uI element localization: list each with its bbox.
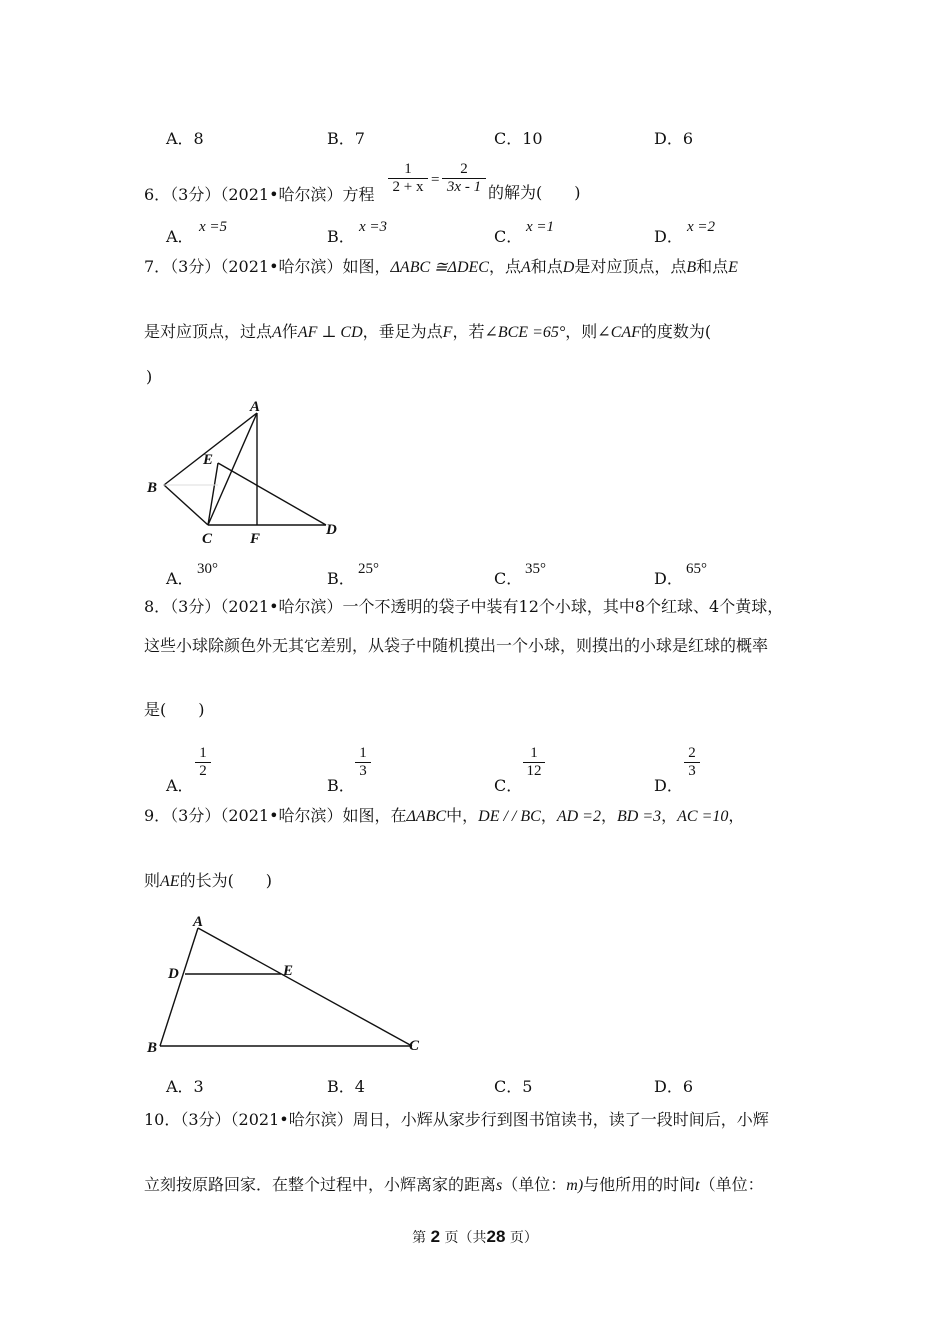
footer-text: 页（共 [444,1230,487,1246]
q9-parallel: DE / / BC [478,808,541,825]
q9-text: ， [661,806,678,825]
label-d: D [326,522,337,538]
q8-stem-line3: 是( ) [144,700,205,719]
q5-option-a: A．8 [166,129,204,148]
q8-stem-line1: 8．（3分）（2021•哈尔滨）一个不透明的袋子中装有12个小球，其中8个红球、4个黄球， [144,597,784,616]
q6-frac2-numerator: 2 [460,161,468,177]
q6-stem: 6．（3分）（2021•哈尔滨）方程 [144,185,375,204]
q9-stem-line1 [144,806,744,827]
q8-stem-line2: 这些小球除颜色外无其它差别，从袋子中随机摸出一个小球，则摸出的小球是红球的概率 [144,636,769,655]
label-e: E [283,963,294,979]
label-b: B [147,480,158,496]
q9-ae: AE [160,873,180,890]
q6-frac1-numerator: 1 [404,161,412,177]
q10-stem-line2 [144,1175,764,1196]
segment-ab [160,928,198,1046]
footer-total-pages: 28 [486,1227,506,1246]
q7-stem-line3: ) [146,367,153,386]
segment-ed [218,463,326,525]
q5-option-d: D．6 [654,129,694,148]
q10-var-t: t [695,1177,700,1194]
q6-option-d-value: x =2 [687,219,716,235]
footer-page-number: 2 [430,1227,441,1246]
q7-option-a-value: 30° [197,561,218,577]
q7-text: 是对应顶点，过点 [144,322,273,341]
q8-option-b-letter: B． [327,776,355,795]
footer-text: 第 [412,1230,427,1246]
q6-option-d-letter: D． [654,227,683,246]
numerator: 1 [530,745,538,761]
page-footer [0,1227,950,1247]
q8-option-c-fraction [523,745,545,780]
q6-option-b-value: x =3 [359,219,388,235]
q9-option-a: A．3 [166,1077,204,1096]
q6-option-a-letter: A． [166,227,194,246]
q9-figure [140,908,430,1058]
q9-text: ， [540,806,557,825]
label-e: E [203,452,214,468]
q7-text: 和点 [530,257,563,276]
q6-frac1-denominator: 2 + x [392,179,424,195]
q10-text: （单位： [699,1175,764,1194]
q9-text: ， [600,806,617,825]
q7-text: 7．（3分）（2021•哈尔滨）如图， [144,257,391,276]
q6-frac2-denominator: 3x - 1 [446,179,482,195]
q7-text: 是对应顶点，点 [574,257,687,276]
q7-option-d-letter: D． [654,569,683,588]
q7-text: ，点 [488,257,521,276]
q8-option-d-fraction [684,745,700,780]
numerator: 1 [359,745,367,761]
q8-option-d-letter: D． [654,776,683,795]
label-b: B [147,1040,158,1056]
q9-triangle: ΔABC [406,808,447,825]
q9-stem-line2 [144,871,272,892]
numerator: 2 [688,745,696,761]
q6-fraction-left [388,161,428,196]
label-a: A [193,914,204,930]
q7-point: A [272,324,282,341]
q6-option-a-value: x =5 [199,219,228,235]
q9-option-d: D．6 [654,1077,694,1096]
q9-bd: BD =3 [616,808,662,825]
q7-option-b-letter: B． [327,569,355,588]
q7-figure [140,395,360,545]
label-d: D [168,966,179,982]
q9-text: 则 [144,871,161,890]
q8-option-a-letter: A． [166,776,194,795]
q7-option-c-value: 35° [525,561,546,577]
q10-text: （单位： [502,1175,567,1194]
q10-unit-m: m) [566,1177,584,1194]
q6-option-c-letter: C． [494,227,523,246]
q7-option-b-value: 25° [358,561,379,577]
q7-point: D [562,259,575,276]
label-f: F [250,531,261,545]
q9-ad: AD =2 [556,808,601,825]
q9-option-b: B．4 [327,1077,365,1096]
q6-tail: 的解为( ) [488,183,581,202]
q7-option-d-value: 65° [686,561,707,577]
label-a: A [250,399,261,415]
q9-text: ， [728,806,745,825]
segment-ec [208,463,218,525]
q8-option-b-fraction [355,745,371,780]
denominator: 3 [359,763,367,779]
q7-angle-bce: ∠BCE =65° [484,324,566,341]
q5-option-b: B．7 [327,129,365,148]
q7-text: ，垂足为点 [362,322,443,341]
segment-ac [198,928,412,1046]
q9-text: 的长为( ) [179,871,273,890]
q7-text: 的度数为( [640,322,712,341]
q7-option-c-letter: C． [494,569,523,588]
q9-ac: AC =10 [677,808,729,825]
segment-ab [164,413,257,485]
segment-bc [164,485,208,525]
segment-ac [208,413,257,525]
q7-point: E [728,259,738,276]
q7-point: F [442,324,453,341]
label-c: C [202,531,213,545]
q10-stem-line1: 10．（3分）（2021•哈尔滨）周日，小辉从家步行到图书馆读书，读了一段时间后，小辉 [144,1110,769,1129]
q7-angle-caf: ∠CAF [597,324,641,341]
q10-text: 与他所用的时间 [583,1175,696,1194]
q5-option-c: C．10 [494,129,543,148]
q9-text: 9．（3分）（2021•哈尔滨）如图，在 [144,806,407,825]
q9-text: 中， [446,806,479,825]
q8-option-a-fraction [195,745,211,780]
denominator: 3 [688,763,696,779]
q7-point: A [520,259,531,276]
q6-fraction-right [442,161,486,196]
q10-text: 立刻按原路回家．在整个过程中，小辉离家的距离 [144,1175,497,1194]
q7-perpendicular: AF ⊥ CD [297,324,363,341]
q8-option-c-letter: C． [494,776,523,795]
q7-option-a-letter: A． [166,569,194,588]
q7-text: ，则 [565,322,598,341]
footer-text: 页） [509,1230,538,1246]
q9-option-c: C．5 [494,1077,533,1096]
label-c: C [409,1038,420,1054]
q6-option-b-letter: B． [327,227,355,246]
numerator: 1 [199,745,207,761]
q7-text: ，若 [452,322,485,341]
q7-stem-line2 [144,322,711,343]
denominator: 12 [526,763,542,779]
q7-text: 作 [281,322,298,341]
denominator: 2 [199,763,207,779]
q7-text: 和点 [696,257,729,276]
q10-var-s: s [496,1177,503,1194]
q6-equals: = [431,172,440,188]
q7-point: B [686,259,697,276]
q7-stem-line1 [144,257,738,278]
q7-congruence: ΔABC ≅ΔDEC [390,259,489,276]
q6-option-c-value: x =1 [526,219,555,235]
